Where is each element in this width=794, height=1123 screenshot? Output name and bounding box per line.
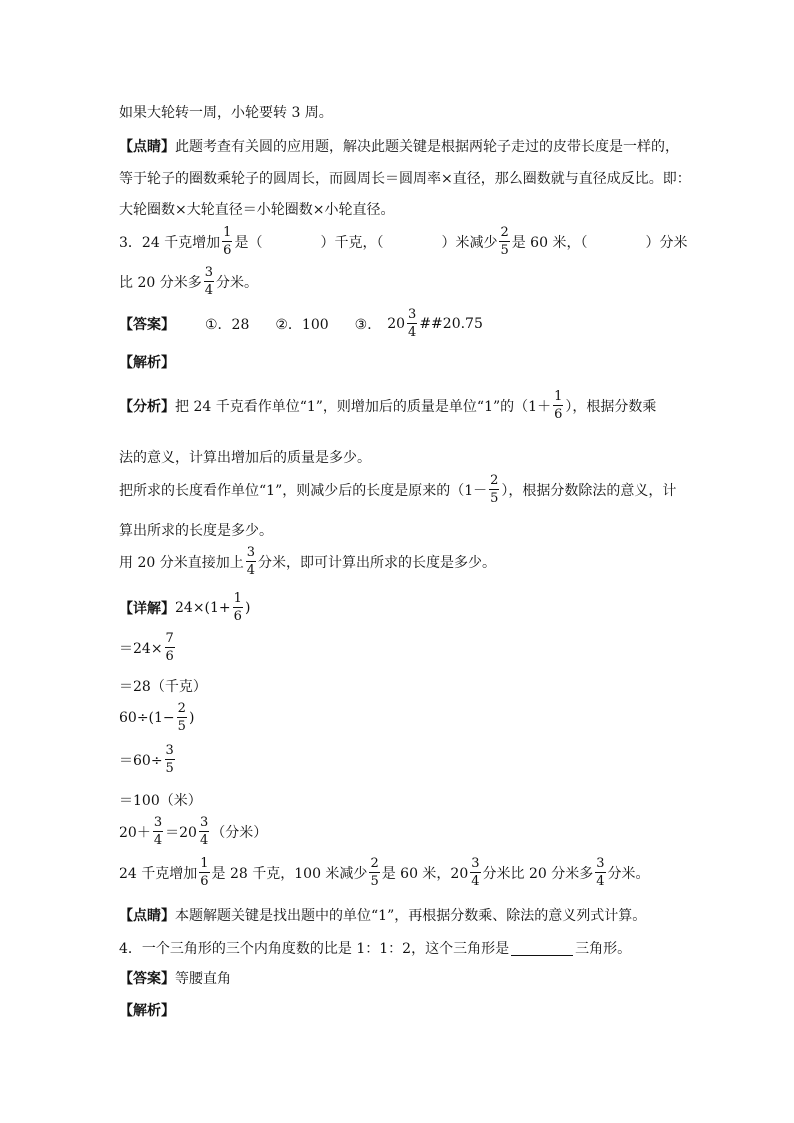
fraction	[233, 592, 243, 623]
expr: 20＋	[119, 824, 151, 841]
text: ）千克，（	[320, 234, 384, 251]
answer-3-prefix: ③．	[354, 316, 382, 333]
detail-line-6	[119, 790, 202, 810]
text: 分米，即可计算出所求的长度是多少。	[258, 554, 496, 571]
text: ）分米	[645, 234, 688, 251]
numerator: 1	[233, 591, 242, 606]
fraction	[165, 744, 175, 775]
denominator: 4	[204, 283, 213, 298]
text: 是（	[234, 234, 263, 251]
analysis-label: 【分析】	[119, 398, 175, 415]
numerator: 2	[370, 856, 379, 871]
detail-line-7	[119, 816, 267, 847]
text: 是 28 千克，100 米减少	[211, 865, 368, 882]
text: 此题考查有关圆的应用题，解决此题关键是根据两轮子走过的皮带长度是一样的，	[175, 139, 679, 155]
text: 把所求的长度看作单位“1”，则减少后的长度是原来的（1－	[119, 482, 488, 499]
fraction	[369, 857, 379, 888]
answer-1: ①．28	[205, 316, 250, 333]
detail-line-4	[119, 702, 194, 733]
denominator: 4	[408, 325, 417, 340]
text: 等于轮子的圈数乘轮子的圆周长，而圆周长＝圆周率×直径，那么圈数就与直径成反比。即：	[119, 171, 691, 187]
fraction	[489, 474, 499, 505]
expr: 60÷(1−	[119, 709, 175, 726]
numerator: 3	[165, 743, 174, 758]
text: 分米比 20 分米多	[482, 865, 594, 882]
fraction	[553, 390, 563, 421]
text: 分米。	[607, 865, 650, 882]
numerator: 2	[177, 701, 186, 716]
numerator: 3	[596, 856, 605, 871]
denominator: 4	[199, 833, 209, 848]
analysis-line-1	[119, 390, 656, 421]
text-line	[119, 102, 333, 122]
text: 是 60 米，20	[381, 865, 469, 882]
text: 用 20 分米直接加上	[119, 554, 244, 571]
text: ），根据分数除法的意义，计	[501, 482, 677, 499]
fraction	[153, 816, 163, 847]
text-line	[119, 199, 394, 219]
jiexi-label-2	[119, 1000, 175, 1020]
answer-text: 等腰直角	[175, 971, 231, 987]
denominator: 6	[233, 609, 242, 624]
text: 法的意义，计算出增加后的质量是多少。	[119, 450, 371, 466]
numerator: 7	[165, 631, 174, 646]
expr: )	[188, 709, 195, 726]
denominator: 6	[200, 874, 209, 889]
text: ）米减少	[441, 234, 498, 251]
fraction	[595, 857, 605, 888]
numerator: 1	[554, 389, 563, 404]
answer-line	[119, 308, 483, 339]
denominator: 4	[246, 563, 255, 578]
numerator: 1	[223, 225, 232, 240]
question-3-line-2	[119, 266, 258, 297]
denominator: 4	[153, 833, 163, 848]
fraction	[204, 266, 214, 297]
fraction	[165, 632, 175, 663]
fraction	[246, 546, 256, 577]
fraction	[177, 702, 187, 733]
text: 本题解题关键是找出题中的单位“1”，再根据分数乘、除法的意义列式计算。	[175, 908, 647, 924]
fraction	[407, 308, 417, 339]
answer-label: 【答案】	[119, 971, 175, 987]
denominator: 6	[165, 649, 174, 664]
text: 把 24 千克看作单位“1”，则增加后的质量是单位“1”的（1＋	[175, 398, 552, 415]
answer-3-whole: 20	[387, 315, 406, 332]
text: 算出所求的长度是多少。	[119, 523, 273, 539]
analysis-line-2	[119, 447, 371, 467]
denominator: 4	[471, 874, 480, 889]
fraction	[199, 857, 209, 888]
text: 24 千克增加	[119, 865, 198, 882]
fill-in-blank	[511, 941, 573, 956]
fraction	[199, 816, 209, 847]
text: 比 20 分米多	[119, 274, 202, 291]
expr: ＝100（米）	[119, 793, 202, 809]
denominator: 5	[177, 719, 186, 734]
dianjing-line-2	[119, 905, 646, 925]
text: ），根据分数乘	[565, 398, 657, 415]
numerator: 3	[246, 545, 255, 560]
text: 如果大轮转一周，小轮要转 3 周。	[119, 105, 333, 121]
detail-line-3	[119, 676, 207, 696]
fraction	[499, 226, 509, 257]
fraction	[222, 226, 232, 257]
numerator: 3	[153, 815, 163, 830]
analysis-line-4	[119, 520, 273, 540]
numerator: 2	[490, 473, 499, 488]
jiexi-label	[119, 352, 175, 372]
denominator: 6	[554, 407, 563, 422]
numerator: 3	[408, 307, 417, 322]
denominator: 4	[596, 874, 605, 889]
numerator: 1	[200, 856, 209, 871]
answer-3-alt: ##20.75	[419, 315, 483, 332]
detail-line-5	[119, 744, 177, 775]
expr: 24×(1+	[175, 599, 231, 616]
text: 三角形。	[575, 941, 632, 957]
detail-line-2	[119, 632, 177, 663]
answer-label: 【答案】	[119, 316, 175, 333]
question-4-line	[119, 938, 631, 958]
text: 分米。	[216, 274, 258, 291]
answer-2: ②．100	[275, 316, 329, 333]
expr: )	[244, 599, 251, 616]
numerator: 3	[199, 815, 209, 830]
detail-label: 【详解】	[119, 600, 175, 617]
question-3-line-1	[119, 226, 687, 257]
expr: ＝28（千克）	[119, 679, 207, 695]
dianjing-label: 【点睛】	[119, 139, 175, 155]
text: 【解析】	[119, 355, 175, 371]
dianjing-line	[119, 136, 679, 156]
answer-4-line	[119, 968, 231, 988]
expr: ＝60÷	[119, 752, 163, 769]
expr: ＝20	[165, 824, 197, 841]
text-line	[119, 168, 691, 188]
denominator: 5	[490, 491, 499, 506]
numerator: 3	[204, 265, 213, 280]
denominator: 6	[223, 243, 232, 258]
text: 大轮圈数×大轮直径＝小轮圈数×小轮直径。	[119, 202, 395, 218]
fraction	[470, 857, 480, 888]
text: 是 60 米，（	[511, 234, 588, 251]
text: 3．24 千克增加	[119, 234, 221, 251]
text: 【解析】	[119, 1003, 175, 1019]
detail-line-1	[119, 592, 250, 623]
text: 4．一个三角形的三个内角度数的比是 1：1：2，这个三角形是	[119, 941, 510, 957]
numerator: 2	[500, 225, 509, 240]
numerator: 3	[471, 856, 480, 871]
dianjing-label: 【点睛】	[119, 908, 175, 924]
analysis-line-3	[119, 474, 676, 505]
denominator: 5	[500, 243, 509, 258]
denominator: 5	[370, 874, 379, 889]
expr: （分米）	[211, 824, 268, 841]
detail-summary	[119, 857, 650, 888]
expr: ＝24×	[119, 640, 163, 657]
analysis-line-5	[119, 546, 496, 577]
denominator: 5	[165, 761, 174, 776]
